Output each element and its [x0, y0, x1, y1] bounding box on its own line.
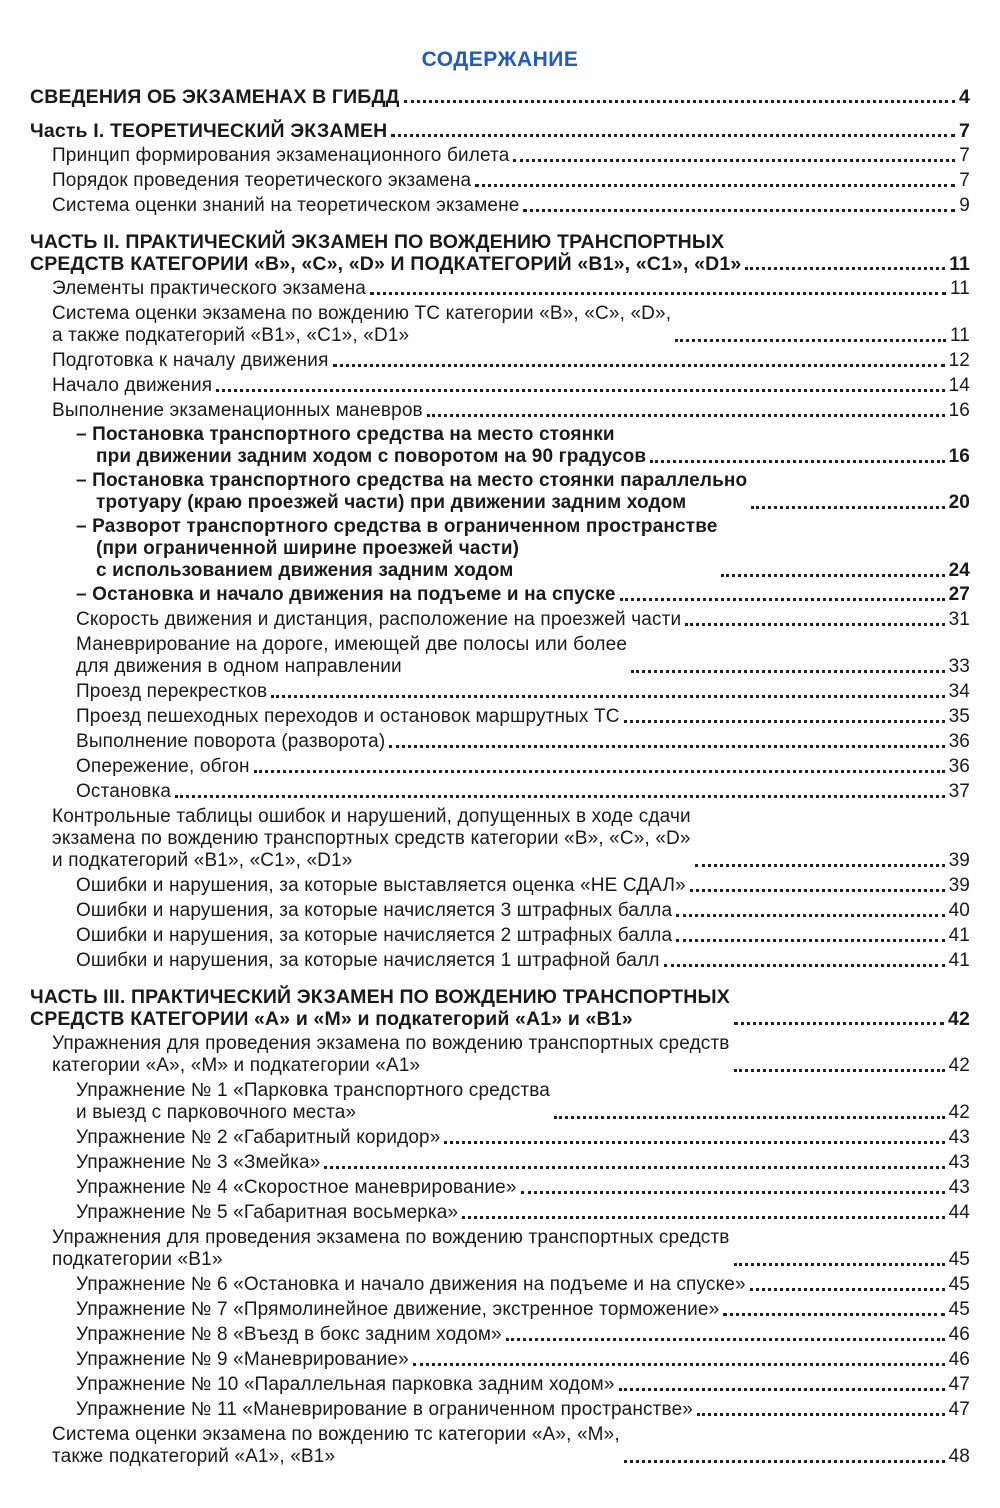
toc-entry[interactable]: [30, 1127, 970, 1149]
dot-leader: [734, 1263, 945, 1266]
dot-leader: [734, 1022, 944, 1025]
toc-entry-title: Упражнение № 9 «Маневрирование»: [76, 1349, 409, 1370]
dot-leader: [734, 1069, 945, 1072]
toc-entry[interactable]: [30, 900, 970, 922]
toc-entry[interactable]: [30, 875, 970, 897]
toc-entry-title: Часть I. ТЕОРЕТИЧЕСКИЙ ЭКЗАМЕН: [30, 120, 388, 142]
dot-leader: [333, 364, 945, 367]
toc-entry-page: 48: [948, 1446, 970, 1467]
toc-entry-title: Упражнение № 5 «Габаритная восьмерка»: [76, 1202, 459, 1223]
toc-entry[interactable]: [30, 1324, 970, 1346]
toc-entry-page: 9: [959, 195, 970, 216]
dot-leader: [751, 506, 944, 509]
dot-leader: [723, 1313, 944, 1316]
toc-entry-title: Маневрирование на дороге, имеющей две полосы или более для движения в одном направлении: [76, 634, 628, 677]
dot-leader: [175, 795, 944, 798]
toc-entry-title: Элементы практического экзамена: [52, 278, 366, 299]
toc-entry[interactable]: [30, 609, 970, 631]
toc-entry-page: 12: [948, 350, 970, 371]
dot-leader: [444, 1141, 944, 1144]
toc-entry-title: Опережение, обгон: [76, 756, 250, 777]
toc-entry-page: 42: [948, 1055, 970, 1076]
toc-entry-page: 16: [948, 400, 970, 421]
toc-entry-title: ЧАСТЬ III. ПРАКТИЧЕСКИЙ ЭКЗАМЕН ПО ВОЖДЕНИЮ ТРАНСПОРТНЫХ СРЕДСТВ КАТЕГОРИИ «А» и «М» и подкатегорий «А1» и «В1»: [30, 986, 730, 1030]
dot-leader: [690, 889, 945, 892]
dot-leader: [506, 1338, 945, 1341]
toc-entry[interactable]: [30, 634, 970, 678]
toc-entry-page: 42: [948, 1008, 970, 1030]
toc-entry-title: Упражнение № 8 «Въезд в бокс задним ходом»: [76, 1324, 502, 1345]
toc-entry-title: – Постановка транспортного средства на место стоянки параллельно тротуару (краю проезжей части) при движении задним ходом: [76, 470, 748, 513]
toc-entry-title: Система оценки экзамена по вождению ТС категории «В», «С», «D», а также подкатегорий «В1», «С1», «D1»: [52, 303, 672, 346]
toc-entry[interactable]: [30, 400, 970, 422]
page-title: СОДЕРЖАНИЕ: [421, 48, 579, 71]
toc-entry-title: Упражнение № 7 «Прямолинейное движение, экстренное торможение»: [76, 1299, 720, 1320]
toc-entry[interactable]: [30, 120, 970, 142]
toc-entry[interactable]: [30, 1374, 970, 1396]
toc-entry-title: Скорость движения и дистанция, расположение на проезжей части: [76, 609, 682, 630]
toc-entry-title: Ошибки и нарушения, за которые начисляется 1 штрафной балл: [76, 950, 660, 971]
toc-entry-page: 42: [948, 1102, 970, 1123]
toc-entry[interactable]: [30, 781, 970, 803]
dot-leader: [475, 184, 955, 187]
toc-entry[interactable]: [30, 1227, 970, 1271]
toc-entry-page: 24: [948, 560, 970, 581]
toc-entry[interactable]: [30, 1202, 970, 1224]
toc-entry-title: Упражнение № 6 «Остановка и начало движения на подъеме и на спуске»: [76, 1274, 746, 1295]
toc-entry[interactable]: [30, 706, 970, 728]
dot-leader: [650, 460, 944, 463]
toc-entry[interactable]: [30, 1033, 970, 1077]
toc-entry[interactable]: [30, 1177, 970, 1199]
toc-entry-title: Упражнение № 10 «Параллельная парковка задним ходом»: [76, 1374, 615, 1395]
table-of-contents: [30, 86, 970, 1468]
toc-entry-page: 4: [959, 86, 970, 108]
toc-entry[interactable]: [30, 375, 970, 397]
dot-leader: [391, 134, 955, 137]
dot-leader: [513, 159, 955, 162]
toc-entry-page: 11: [949, 278, 970, 299]
toc-entry[interactable]: [30, 170, 970, 192]
toc-entry-page: 43: [948, 1127, 970, 1148]
toc-entry-page: 39: [948, 850, 970, 871]
toc-entry-page: 7: [959, 120, 970, 142]
toc-entry[interactable]: [30, 1080, 970, 1124]
toc-entry[interactable]: [30, 278, 970, 300]
toc-entry-title: – Разворот транспортного средства в ограниченном пространстве (при ограниченной ширине проезжей части) с использованием движения задним ходом: [76, 516, 718, 581]
toc-entry-page: 47: [948, 1374, 970, 1395]
toc-entry-title: Принцип формирования экзаменационного билета: [52, 145, 510, 166]
toc-entry[interactable]: [30, 986, 970, 1030]
toc-entry-page: 35: [948, 706, 970, 727]
dot-leader: [675, 339, 946, 342]
toc-entry-page: 33: [948, 656, 970, 677]
dot-leader: [404, 100, 955, 103]
toc-entry-page: 14: [948, 375, 970, 396]
toc-entry[interactable]: [30, 925, 970, 947]
toc-entry-title: Упражнения для проведения экзамена по вождению транспортных средств подкатегории «В1»: [52, 1227, 730, 1270]
dot-leader: [695, 864, 945, 867]
dot-leader: [427, 414, 945, 417]
dot-leader: [624, 720, 945, 723]
toc-entry-title: СВЕДЕНИЯ ОБ ЭКЗАМЕНАХ В ГИБДД: [30, 86, 400, 108]
toc-entry-page: 45: [948, 1299, 970, 1320]
dot-leader: [619, 1388, 945, 1391]
toc-entry[interactable]: [30, 1274, 970, 1296]
toc-entry[interactable]: [30, 145, 970, 167]
toc-entry-title: Ошибки и нарушения, за которые начисляется 2 штрафных балла: [76, 925, 673, 946]
dot-leader: [554, 1116, 945, 1119]
toc-entry-title: – Остановка и начало движения на подъеме и на спуске: [76, 584, 616, 605]
dot-leader: [676, 939, 944, 942]
toc-entry[interactable]: [30, 424, 970, 468]
dot-leader: [324, 1166, 944, 1169]
dot-leader: [697, 1413, 945, 1416]
dot-leader: [676, 914, 944, 917]
toc-entry[interactable]: [30, 86, 970, 108]
toc-entry-page: 20: [948, 492, 970, 513]
toc-entry-page: 45: [948, 1249, 970, 1270]
toc-entry-page: 27: [948, 584, 970, 605]
toc-entry[interactable]: [30, 1299, 970, 1321]
dot-leader: [389, 745, 944, 748]
dot-leader: [664, 964, 945, 967]
toc-entry[interactable]: [30, 1399, 970, 1421]
toc-entry-title: Подготовка к началу движения: [52, 350, 329, 371]
toc-entry[interactable]: [30, 950, 970, 972]
toc-entry-page: 43: [948, 1152, 970, 1173]
toc-entry[interactable]: [30, 516, 970, 582]
dot-leader: [370, 292, 946, 295]
toc-entry-page: 37: [948, 781, 970, 802]
toc-entry-title: Остановка: [76, 781, 172, 802]
dot-leader: [750, 1288, 945, 1291]
toc-entry[interactable]: [30, 1424, 970, 1468]
toc-entry-page: 40: [948, 900, 970, 921]
toc-entry-page: 11: [949, 325, 970, 346]
toc-entry-page: 41: [948, 925, 970, 946]
toc-entry-title: Система оценки знаний на теоретическом экзамене: [52, 195, 520, 216]
toc-entry-title: Упражнение № 2 «Габаритный коридор»: [76, 1127, 441, 1148]
toc-entry[interactable]: [30, 195, 970, 217]
toc-entry-title: – Постановка транспортного средства на место стоянки при движении задним ходом с поворотом на 90 градусов: [76, 424, 647, 467]
dot-leader: [685, 623, 944, 626]
toc-entry-page: 39: [948, 875, 970, 896]
toc-entry-page: 43: [948, 1177, 970, 1198]
toc-entry[interactable]: [30, 350, 970, 372]
toc-entry-title: Ошибки и нарушения, за которые выставляется оценка «НЕ СДАЛ»: [76, 875, 686, 896]
toc-entry-title: Проезд перекрестков: [76, 681, 268, 702]
toc-entry-page: 41: [948, 950, 970, 971]
dot-leader: [620, 598, 945, 601]
dot-leader: [271, 695, 944, 698]
toc-entry[interactable]: [30, 681, 970, 703]
dot-leader: [216, 389, 944, 392]
toc-entry-title: Контрольные таблицы ошибок и нарушений, допущенных в ходе сдачи экзамена по вождению транспортных средств категории «В», «С», «D» и подкатегорий «В1», «С1», «D1»: [52, 806, 691, 871]
toc-entry-page: 11: [949, 253, 970, 275]
toc-entry-title: Порядок проведения теоретического экзамена: [52, 170, 472, 191]
toc-entry-title: Упражнения для проведения экзамена по вождению транспортных средств категории «А», «М» и подкатегории «А1»: [52, 1033, 730, 1076]
toc-entry-page: 7: [959, 145, 970, 166]
dot-leader: [624, 1460, 945, 1463]
toc-entry[interactable]: [30, 470, 970, 514]
toc-entry-title: Проезд пешеходных переходов и остановок маршрутных ТС: [76, 706, 620, 727]
toc-entry-title: ЧАСТЬ II. ПРАКТИЧЕСКИЙ ЭКЗАМЕН ПО ВОЖДЕНИЮ ТРАНСПОРТНЫХ СРЕДСТВ КАТЕГОРИИ «В», «С», «D» И ПОДКАТЕГОРИЙ «В1», «С1», «D1»: [30, 231, 742, 275]
dot-leader: [254, 770, 945, 773]
toc-entry-title: Ошибки и нарушения, за которые начисляется 3 штрафных балла: [76, 900, 673, 921]
toc-entry-page: 45: [948, 1274, 970, 1295]
dot-leader: [521, 1191, 945, 1194]
toc-entry-title: Упражнение № 4 «Скоростное маневрирование»: [76, 1177, 517, 1198]
toc-entry-title: Упражнение № 11 «Маневрирование в ограниченном пространстве»: [76, 1399, 693, 1420]
toc-entry-page: 7: [959, 170, 970, 191]
toc-entry-page: 46: [948, 1349, 970, 1370]
toc-entry[interactable]: [30, 303, 970, 347]
toc-entry-page: 36: [948, 731, 970, 752]
toc-entry-title: Выполнение экзаменационных маневров: [52, 400, 423, 421]
toc-entry-page: 44: [948, 1202, 970, 1223]
toc-entry-title: Упражнение № 3 «Змейка»: [76, 1152, 321, 1173]
toc-entry-title: Упражнение № 1 «Парковка транспортного средства и выезд с парковочного места»: [76, 1080, 550, 1123]
toc-entry[interactable]: [30, 1349, 970, 1371]
toc-entry-page: 16: [948, 446, 970, 467]
toc-entry-title: Система оценки экзамена по вождению тс категории «А», «М», также подкатегорий «А1», «В1»: [52, 1424, 620, 1467]
toc-entry[interactable]: [30, 584, 970, 606]
toc-entry[interactable]: [30, 806, 970, 872]
toc-entry-title: Начало движения: [52, 375, 213, 396]
dot-leader: [413, 1363, 945, 1366]
toc-entry[interactable]: [30, 731, 970, 753]
toc-entry[interactable]: [30, 231, 970, 275]
dot-leader: [631, 670, 944, 673]
toc-entry[interactable]: [30, 756, 970, 778]
toc-entry-page: 36: [948, 756, 970, 777]
dot-leader: [721, 574, 944, 577]
toc-entry-page: 47: [948, 1399, 970, 1420]
toc-entry-page: 46: [948, 1324, 970, 1345]
dot-leader: [462, 1216, 944, 1219]
dot-leader: [523, 209, 955, 212]
toc-entry[interactable]: [30, 1152, 970, 1174]
toc-entry-title: Выполнение поворота (разворота): [76, 731, 386, 752]
toc-entry-page: 34: [948, 681, 970, 702]
toc-entry-page: 31: [948, 609, 970, 630]
dot-leader: [745, 267, 945, 270]
